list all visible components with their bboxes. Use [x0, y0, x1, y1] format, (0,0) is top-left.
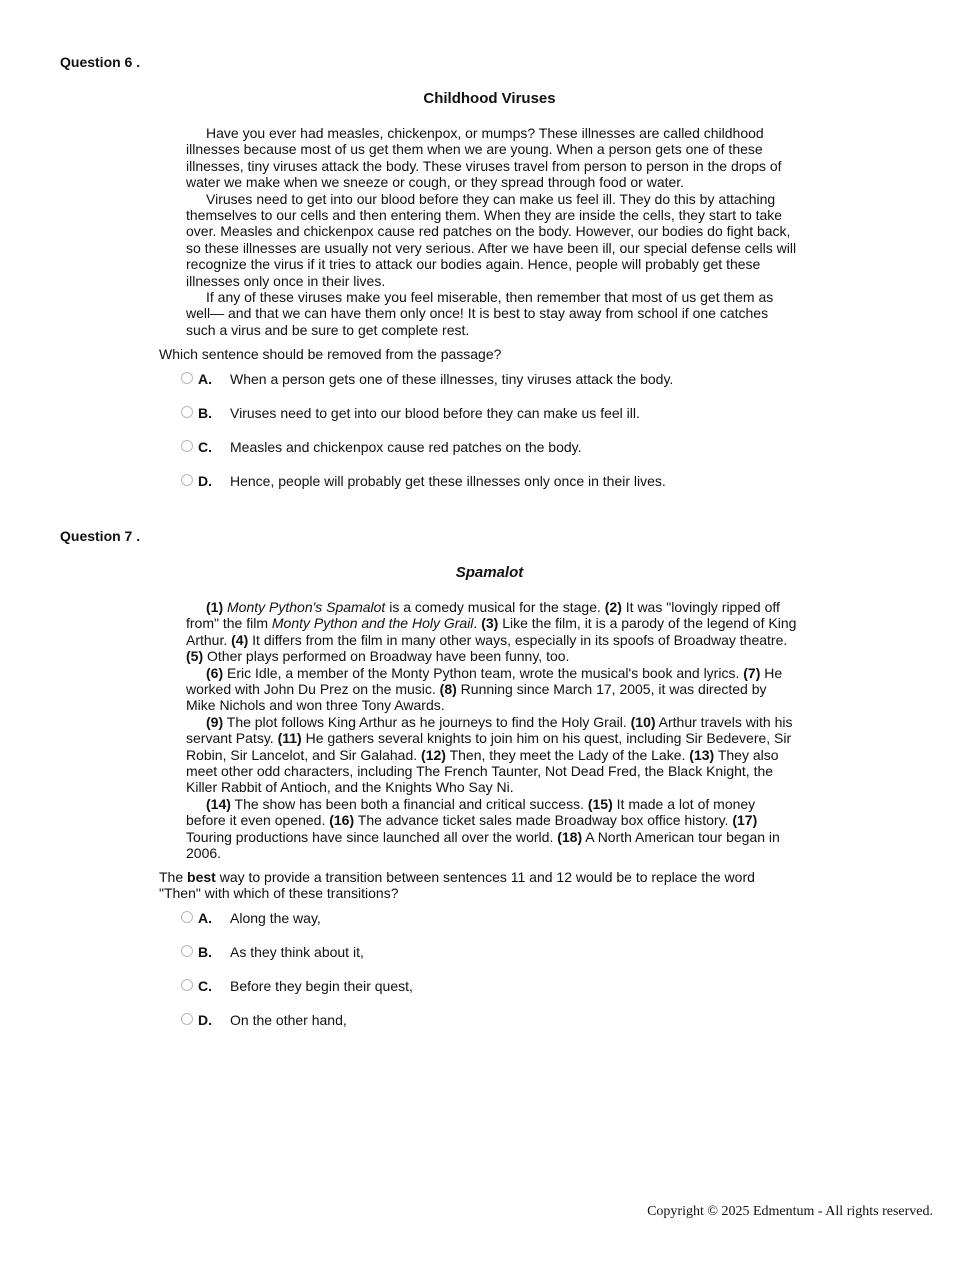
sentence-text: Like the film, it is a parody of the legend of King Arthur.: [186, 615, 797, 648]
option-a[interactable]: [181, 901, 781, 935]
sentence-text: The advance ticket sales made Broadway box office history.: [354, 812, 733, 829]
copyright-notice: Copyright © 2025 Edmentum - All rights reserved.: [647, 1204, 933, 1219]
option-text: When a person gets one of these illnesses, tiny viruses attack the body.: [230, 371, 674, 387]
question-7-options: [181, 901, 781, 1037]
sentence-number: (18): [557, 828, 583, 845]
sentence-text: Touring productions have since launched all over the world.: [186, 828, 558, 845]
sentence-text: It differs from the film in many other ways, especially in its spoofs of Broadway theatre.: [248, 631, 788, 648]
passage-childhood-viruses: [186, 125, 798, 338]
sentence-text: .: [473, 615, 482, 632]
question-6-stem: Which sentence should be removed from the passage?: [159, 346, 502, 362]
passage-title-spamalot: Spamalot: [455, 564, 524, 581]
passage-paragraph: [186, 714, 798, 796]
sentence-text: Monty Python's Spamalot: [227, 599, 386, 615]
radio-button[interactable]: [181, 1013, 193, 1025]
sentence-text: The plot follows King Arthur as he journeys to find the Holy Grail.: [223, 713, 631, 730]
sentence-text: He gathers several knights to join him on his quest, including Sir Bedevere, Sir Robin, Sir Lancelot, and Sir Galahad.: [186, 730, 792, 763]
sentence-number: (13): [689, 746, 715, 763]
sentence-number: (12): [421, 746, 446, 763]
option-text: Along the way,: [230, 910, 321, 926]
radio-button[interactable]: [181, 979, 193, 991]
sentence-number: (1): [206, 599, 224, 615]
stem-text: way to provide a transition between sentences 11 and 12 would be to replace the word "Then" with which of these transitions?: [159, 869, 755, 902]
sentence-number: (2): [604, 599, 622, 615]
sentence-text: is a comedy musical for the stage.: [385, 599, 605, 615]
sentence-text: Other plays performed on Broadway have been funny, too.: [203, 648, 570, 665]
sentence-number: (8): [439, 681, 457, 698]
question-7-label: Question 7 .: [60, 528, 141, 544]
option-b[interactable]: [181, 935, 781, 969]
radio-button[interactable]: [181, 474, 193, 486]
question-6-options: [181, 362, 781, 498]
question-7-stem: [159, 869, 799, 902]
sentence-text: The show has been both a financial and critical success.: [230, 795, 588, 812]
option-text: Viruses need to get into our blood before they can make us feel ill.: [230, 405, 640, 421]
option-text: Hence, people will probably get these illnesses only once in their lives.: [230, 473, 666, 489]
option-letter: A.: [198, 910, 212, 926]
sentence-text: Arthur travels with his servant Patsy.: [186, 713, 793, 747]
passage-paragraph: If any of these viruses make you feel miserable, then remember that most of us get them as well— and that we can have them only once! It is best to stay away from school if one catches such a virus and be sure to get complete rest.: [186, 289, 774, 338]
option-letter: C.: [198, 978, 212, 994]
option-text: Before they begin their quest,: [230, 978, 413, 994]
radio-button[interactable]: [181, 945, 193, 957]
option-d[interactable]: [181, 1003, 781, 1037]
sentence-number: (15): [587, 795, 613, 812]
question-6-label: Question 6 .: [60, 54, 141, 70]
sentence-text: It was "lovingly ripped off from" the film: [186, 599, 780, 632]
passage-title-childhood-viruses: Childhood Viruses: [423, 90, 556, 107]
sentence-text: Monty Python and the Holy Grail: [271, 615, 474, 632]
passage-spamalot: [186, 599, 798, 862]
sentence-text: They also meet other odd characters, including The French Taunter, Not Dead Fred, the Black Knight, the Killer Rabbit of Antioch, and the Knights Who Say Ni.: [186, 746, 779, 796]
stem-text: The: [159, 869, 188, 885]
sentence-number: (5): [186, 648, 204, 665]
option-a[interactable]: [181, 362, 781, 396]
sentence-text: It made a lot of money before it even opened.: [186, 795, 756, 829]
option-b[interactable]: [181, 396, 781, 430]
option-d[interactable]: [181, 464, 781, 498]
passage-paragraph: [186, 665, 798, 714]
sentence-text: Running since March 17, 2005, it was directed by Mike Nichols and won three Tony Awards.: [186, 681, 767, 714]
radio-button[interactable]: [181, 911, 193, 923]
sentence-number: (14): [206, 795, 231, 812]
option-letter: D.: [198, 1012, 212, 1028]
passage-paragraph: [186, 796, 798, 862]
sentence-text: A North American tour began in 2006.: [186, 828, 780, 862]
option-text: Measles and chickenpox cause red patches on the body.: [230, 439, 582, 455]
option-text: On the other hand,: [230, 1012, 347, 1028]
stem-emphasis: best: [187, 869, 216, 885]
sentence-number: (4): [231, 631, 249, 648]
sentence-number: (7): [743, 664, 761, 681]
sentence-number: (17): [732, 812, 758, 829]
option-letter: B.: [198, 944, 212, 960]
radio-button[interactable]: [181, 372, 193, 384]
passage-paragraph: [186, 599, 798, 665]
radio-button[interactable]: [181, 406, 193, 418]
sentence-text: Eric Idle, a member of the Monty Python team, wrote the musical's book and lyrics.: [223, 664, 744, 681]
sentence-number: (10): [630, 713, 656, 730]
option-letter: A.: [198, 371, 212, 387]
sentence-number: (6): [206, 664, 224, 681]
radio-button[interactable]: [181, 440, 193, 452]
sentence-text: He worked with John Du Prez on the music.: [186, 664, 783, 698]
option-letter: D.: [198, 473, 212, 489]
option-letter: B.: [198, 405, 212, 421]
option-c[interactable]: [181, 430, 781, 464]
option-c[interactable]: [181, 969, 781, 1003]
passage-paragraph: Viruses need to get into our blood before they can make us feel ill. They do this by attaching themselves to our cells and then entering them. When they are inside the cells, they start to take over. Measles and chickenpox cause red patches on the body. However, our bodies do fight back, so these illnesses are usually not very serious. After we have been ill, our special defense cells will recognize the virus if it tries to attack our bodies again. Hence, people will probably get these illnesses only once in their lives.: [186, 190, 797, 289]
option-letter: C.: [198, 439, 212, 455]
sentence-number: (3): [481, 615, 499, 632]
sentence-number: (9): [206, 713, 224, 730]
passage-paragraph: Have you ever had measles, chickenpox, or mumps? These illnesses are called childhood illnesses because most of us get them when we are young. When a person gets one of these illnesses, tiny viruses attack the body. These viruses travel from person to person in the drops of water we make when we sneeze or cough, or they spread through food or water.: [186, 125, 782, 191]
option-text: As they think about it,: [230, 944, 364, 960]
sentence-number: (16): [329, 812, 355, 829]
sentence-text: Then, they meet the Lady of the Lake.: [445, 746, 690, 763]
sentence-number: (11): [277, 730, 302, 747]
